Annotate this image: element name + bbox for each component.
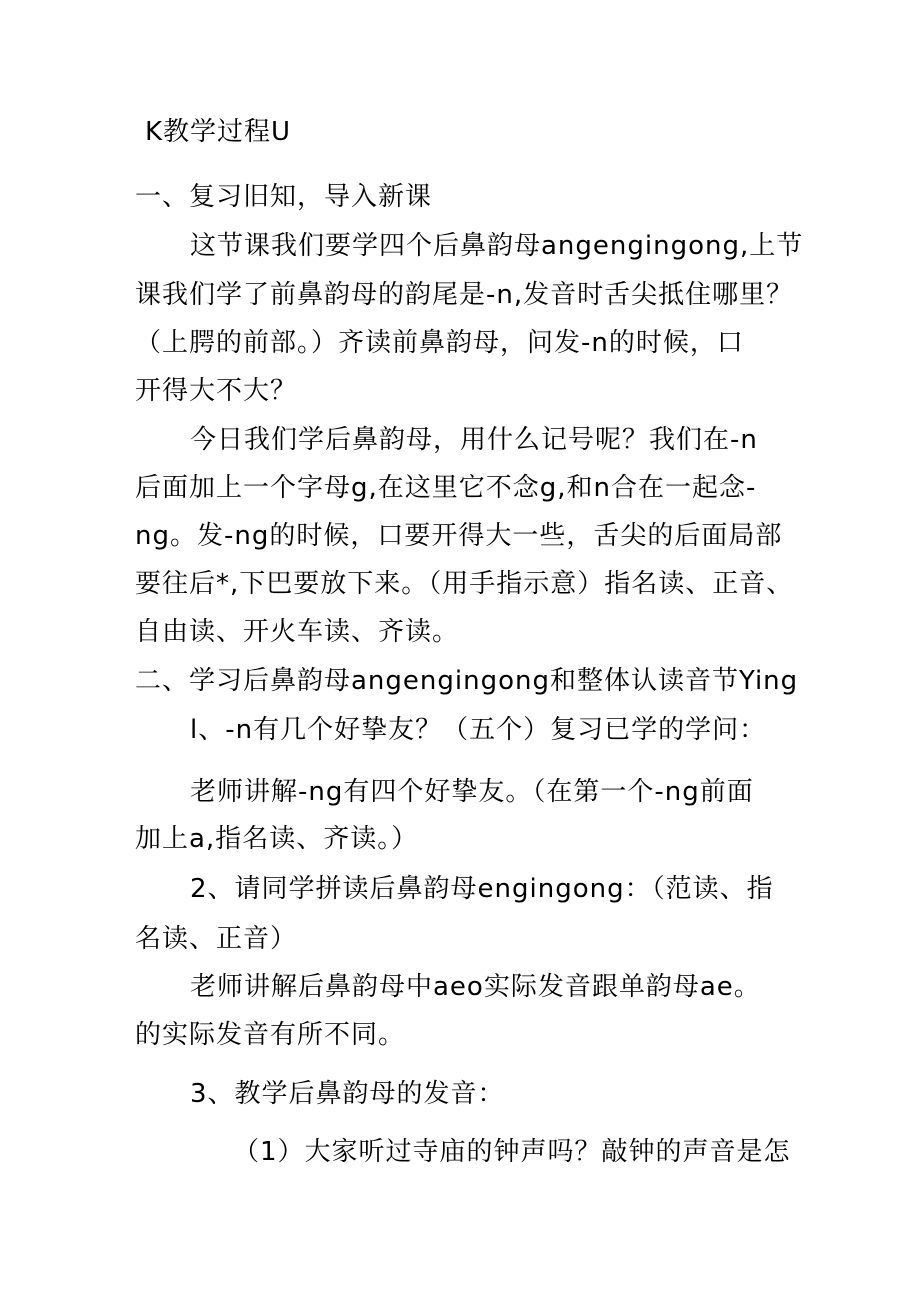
paragraph-line: 自由读、开火车读、齐读。	[135, 617, 460, 647]
paragraph-line: 今日我们学后鼻韵母，用什么记号呢？我们在-n	[190, 425, 758, 455]
paragraph-line: 加上a,指名读、齐读。）	[135, 824, 419, 854]
paragraph-line: 的实际发音有所不同。	[135, 1020, 406, 1050]
paragraph-line: 后面加上一个字母g,在这里它不念g,和n合在一起念-	[135, 473, 757, 503]
list-item: 2、请同学拼读后鼻韵母engingong：（范读、指	[190, 874, 774, 904]
paragraph-line: 课我们学了前鼻韵母的韵尾是-n,发音时舌尖抵住哪里？	[135, 280, 794, 310]
paragraph-line: ng。发-ng的时候，口要开得大一些，舌尖的后面局部	[135, 521, 783, 551]
paragraph-line: 老师讲解后鼻韵母中aeo实际发音跟单韵母ae。	[190, 972, 761, 1002]
list-item: l、-n有几个好挚友？（五个）复习已学的学问：	[190, 715, 767, 745]
paragraph-line: 开得大不大？	[135, 376, 298, 406]
paragraph-line: 老师讲解-ng有四个好挚友。（在第一个-ng前面	[190, 777, 754, 807]
paragraph-line: 名读、正音）	[135, 924, 298, 954]
section-heading-2: 二、学习后鼻韵母angengingong和整体认读音节Ying	[135, 666, 799, 696]
section-heading-1: 一、复习旧知，导入新课	[135, 182, 433, 212]
paragraph-line: 要往后*,下巴要放下来。（用手指示意）指名读、正音、	[135, 569, 794, 599]
doc-title: K教学过程U	[145, 117, 292, 147]
paragraph-line: 这节课我们要学四个后鼻韵母angengingong,上节	[190, 231, 804, 261]
list-item: 3、教学后鼻韵母的发音：	[190, 1079, 505, 1109]
list-item: （1）大家听过寺庙的钟声吗？敲钟的声音是怎	[233, 1137, 791, 1167]
paragraph-line: （上腭的前部。）齐读前鼻韵母，问发-n的时候，口	[135, 328, 744, 358]
